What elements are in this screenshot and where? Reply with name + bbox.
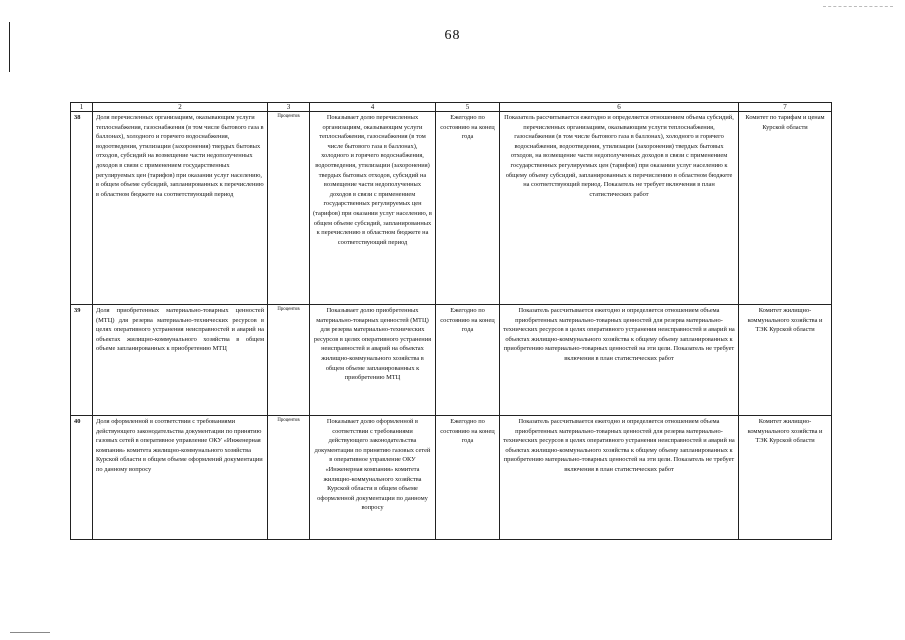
periodicity: Ежегодно по состоянию на конец года bbox=[436, 416, 500, 540]
header-cell: 5 bbox=[436, 103, 500, 112]
unit-of-measure: Процентов bbox=[268, 416, 310, 540]
indicator-name: Доля перечисленных организациям, оказывающим услуги теплоснабжения, газоснабжения (в том числе бытового газа в баллонах), холодного и горячего водоснабжения, водоотведения, утилизации (захоронения) твердых бытовых отходов, субсидий на возмещение части недополученных доходов в связи с применением государственных регулируемых цен (тарифов) при оказании услуг населению, в общем объеме субсидий, запланированных к перечислению в областном бюджете на соответствующий период bbox=[93, 112, 268, 305]
unit-of-measure: Процентов bbox=[268, 112, 310, 305]
header-cell: 7 bbox=[739, 103, 832, 112]
responsible-body: Комитет жилищно-коммунального хозяйства и ТЭК Курской области bbox=[739, 416, 832, 540]
header-cell: 1 bbox=[71, 103, 93, 112]
page-number: 68 bbox=[444, 28, 461, 43]
header-cell: 6 bbox=[500, 103, 739, 112]
periodicity: Ежегодно по состоянию на конец года bbox=[436, 305, 500, 416]
header-cell: 2 bbox=[93, 103, 268, 112]
scan-mark-top bbox=[823, 6, 893, 8]
indicator-name: Доля приобретенных материально-товарных ценностей (МТЦ) для резерва материально-технических ресурсов в целях оперативного устранения неисправностей и аварий на объектах жилищно-коммунального хозяйства в общем объеме запланированных к приобретению МТЦ bbox=[93, 305, 268, 416]
indicator-description: Показывает долю приобретенных материально-товарных ценностей (МТЦ) для резерва материально-технических ресурсов в целях оперативного устранения неисправностей и аварий на объектах жилищно-коммунального хозяйства в общем объеме запланированных к приобретению МТЦ bbox=[310, 305, 436, 416]
row-number: 40 bbox=[71, 416, 93, 540]
table-row bbox=[71, 112, 832, 305]
row-number: 38 bbox=[71, 112, 93, 305]
calculation-method: Показатель рассчитывается ежегодно и определяется отношением объема приобретенных материально-товарных ценностей для резерва материально-технических ресурсов в целях оперативного устранения неисправностей и аварий на объектах жилищно-коммунального хозяйства к общему объему запланированных к приобретению материально-товарных ценностей на эти цели. Показатель не требует включения в план статистических работ bbox=[500, 305, 739, 416]
periodicity: Ежегодно по состоянию на конец года bbox=[436, 112, 500, 305]
indicator-description: Показывает долю перечисленных организациям, оказывающим услуги теплоснабжения, газоснабжения (в том числе бытового газа в баллонах), холодного и горячего водоснабжения, водоотведения, утилизации (захоронения) твердых бытовых отходов, субсидий на возмещение части недополученных доходов в связи с применением государственных регулируемых цен (тарифов) при оказании услуг населению, в общем объеме субсидий, запланированных к перечислению в областном бюджете на соответствующий период bbox=[310, 112, 436, 305]
table-row bbox=[71, 416, 832, 540]
responsible-body: Комитет по тарифам и ценам Курской области bbox=[739, 112, 832, 305]
table-header-row bbox=[71, 103, 832, 112]
indicator-name: Доля оформленной в соответствии с требованиями действующего законодательства документации по принятию газовых сетей в оперативное управление ОКУ «Инженерная компания» комитета жилищно-коммунального хозяйства Курской области в общем объеме оформлений документации по данному вопросу bbox=[93, 416, 268, 540]
header-cell: 3 bbox=[268, 103, 310, 112]
responsible-body: Комитет жилищно-коммунального хозяйства и ТЭК Курской области bbox=[739, 305, 832, 416]
calculation-method: Показатель рассчитывается ежегодно и определяется отношением объема субсидий, перечисленных организациям, оказывающим услуги теплоснабжения, газоснабжения (в том числе бытового газа в баллонах), холодного и горячего водоснабжения, водоотведения, утилизации (захоронения) твердых бытовых отходов, на возмещение части недополученных доходов в связи с применением государственных регулируемых цен (тарифов) при оказании услуг населению к общему объему субсидий, запланированных к перечислению в областном бюджете на соответствующий период. Показатель не требует включения в план статистических работ bbox=[500, 112, 739, 305]
indicators-table bbox=[70, 102, 832, 540]
indicator-description: Показывает долю оформленной в соответствии с требованиями действующего законодательства документации по принятию газовых сетей в оперативное управление ОКУ «Инженерная компания» комитета жилищно-коммунального хозяйства Курской области в общем объеме оформленной документации по данному вопросу bbox=[310, 416, 436, 540]
unit-of-measure: Процентов bbox=[268, 305, 310, 416]
table-row bbox=[71, 305, 832, 416]
calculation-method: Показатель рассчитывается ежегодно и определяется отношением объема приобретенных материально-товарных ценностей для резерва материально-технических ресурсов в целях оперативного устранения неисправностей и аварий на объектах жилищно-коммунального хозяйства к общему объему запланированных к приобретению материально-товарных ценностей на эти цели. Показатель не требует включения в план статистических работ bbox=[500, 416, 739, 540]
row-number: 39 bbox=[71, 305, 93, 416]
scan-mark-bottom bbox=[10, 632, 50, 634]
header-cell: 4 bbox=[310, 103, 436, 112]
